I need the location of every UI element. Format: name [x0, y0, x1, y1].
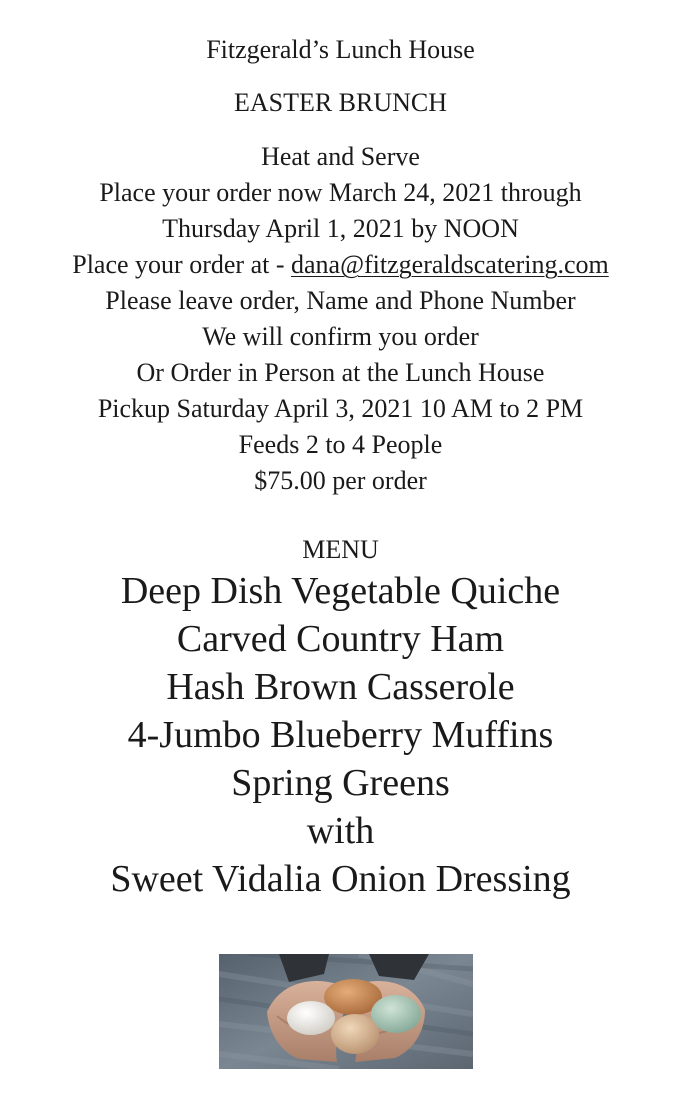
- info-line-order-window: Place your order now March 24, 2021 through: [99, 178, 582, 207]
- info-line-heat-serve: Heat and Serve: [261, 142, 420, 171]
- order-at-label: Place your order at -: [72, 250, 291, 279]
- menu-item: Sweet Vidalia Onion Dressing: [110, 858, 571, 900]
- info-line-in-person: Or Order in Person at the Lunch House: [136, 358, 545, 387]
- menu-item: Spring Greens: [231, 762, 450, 804]
- menu-item: 4-Jumbo Blueberry Muffins: [127, 714, 554, 756]
- white-egg: [287, 1001, 335, 1035]
- info-line-pickup: Pickup Saturday April 3, 2021 10 AM to 2 PM: [97, 394, 584, 423]
- tan-egg: [331, 1014, 379, 1054]
- info-line-order-contact: [0, 247, 681, 283]
- menu-item: Hash Brown Casserole: [166, 666, 515, 708]
- info-line-feeds: Feeds 2 to 4 People: [238, 430, 443, 459]
- menu-heading: MENU: [302, 535, 379, 564]
- business-name: Fitzgerald’s Lunch House: [206, 35, 475, 64]
- eggs-in-hands-photo: [219, 954, 473, 1069]
- info-line-price: $75.00 per order: [254, 466, 427, 495]
- eggs-illustration: [219, 954, 473, 1069]
- menu-item: Carved Country Ham: [176, 618, 505, 660]
- menu-item: with: [306, 810, 375, 852]
- order-email-link[interactable]: dana@fitzgeraldscatering.com: [291, 250, 609, 279]
- info-line-deadline: Thursday April 1, 2021 by NOON: [162, 214, 519, 243]
- blue-egg: [371, 995, 421, 1033]
- info-line-confirm: We will confirm you order: [202, 322, 479, 351]
- event-title: EASTER BRUNCH: [233, 88, 448, 117]
- menu-list: [0, 567, 681, 903]
- info-line-leave-details: Please leave order, Name and Phone Number: [105, 286, 576, 315]
- menu-item: Deep Dish Vegetable Quiche: [120, 570, 561, 612]
- order-info: [0, 139, 681, 499]
